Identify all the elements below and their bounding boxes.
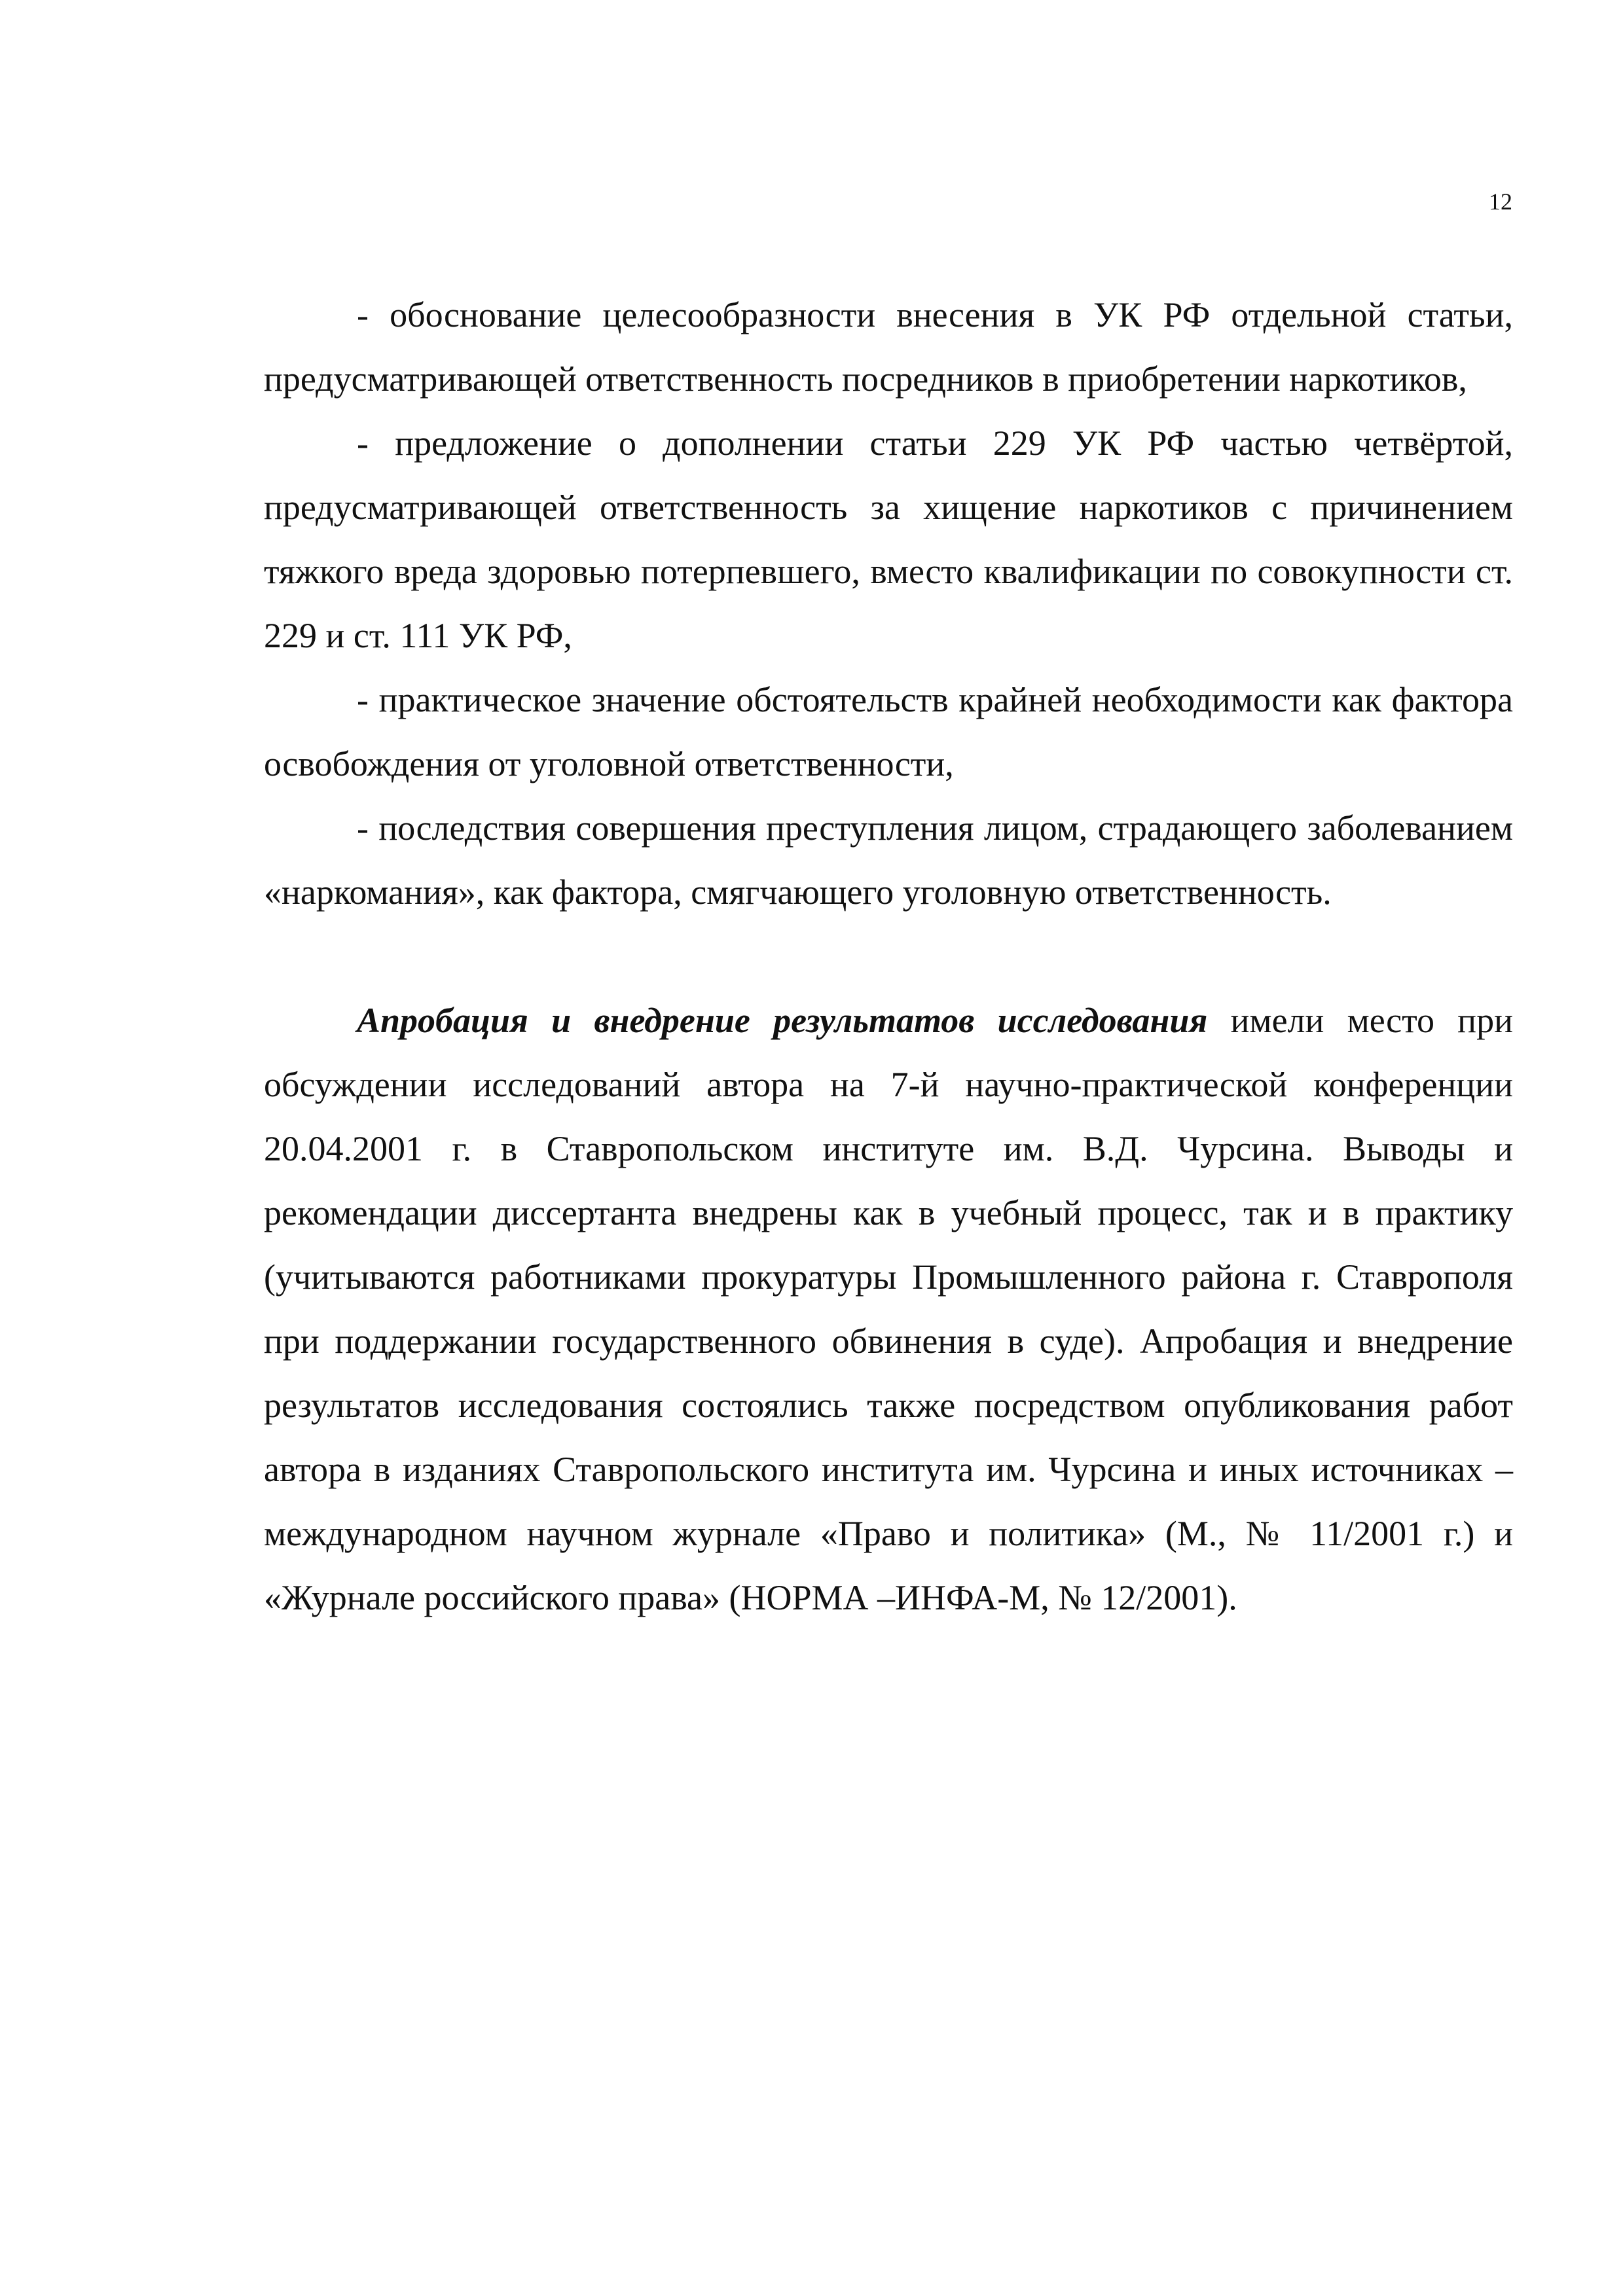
approbation-heading: Апробация и внедрение результатов исследования (357, 1001, 1208, 1040)
list-item: - обоснование целесообразности внесения в УК РФ отдельной статьи, предусматривающей ответственность посредников в приобретении наркотиков, (264, 295, 1513, 399)
page-number: 12 (1489, 188, 1512, 215)
list-item: - последствия совершения преступления лицом, страдающего заболеванием «наркомания», как фактора, смягчающего уголовную ответственность. (264, 808, 1513, 912)
approbation-text: имели место при обсуждении исследований автора на 7-й научно-практической конференции 20.04.2001 г. в Ставропольском институте им. В.Д. Чурсина. Выводы и рекомендации диссертанта внедрены как в учебный процесс, так и в практику (учитываются работниками прокуратуры Промышленного района г. Ставрополя при поддержании государственного обвинения в суде). Апробация и внедрение результатов исследования состоялись также посредством опубликования работ автора в изданиях Ставропольского института им. Чурсина и иных источниках – международном научном журнале «Право и политика» (М., № 11/2001 г.) и «Журнале российского права» (НОРМА –ИНФА-М, № 12/2001). (264, 1001, 1513, 1617)
list-item: - практическое значение обстоятельств крайней необходимости как фактора освобождения от уголовной ответственности, (264, 680, 1513, 783)
approbation-paragraph (264, 988, 1513, 1630)
list-item: - предложение о дополнении статьи 229 УК РФ частью четвёртой, предусматривающей ответственность за хищение наркотиков с причинением тяжкого вреда здоровью потерпевшего, вместо квалификации по совокупности ст. 229 и ст. 111 УК РФ, (264, 423, 1513, 655)
document-body (264, 283, 1513, 1630)
